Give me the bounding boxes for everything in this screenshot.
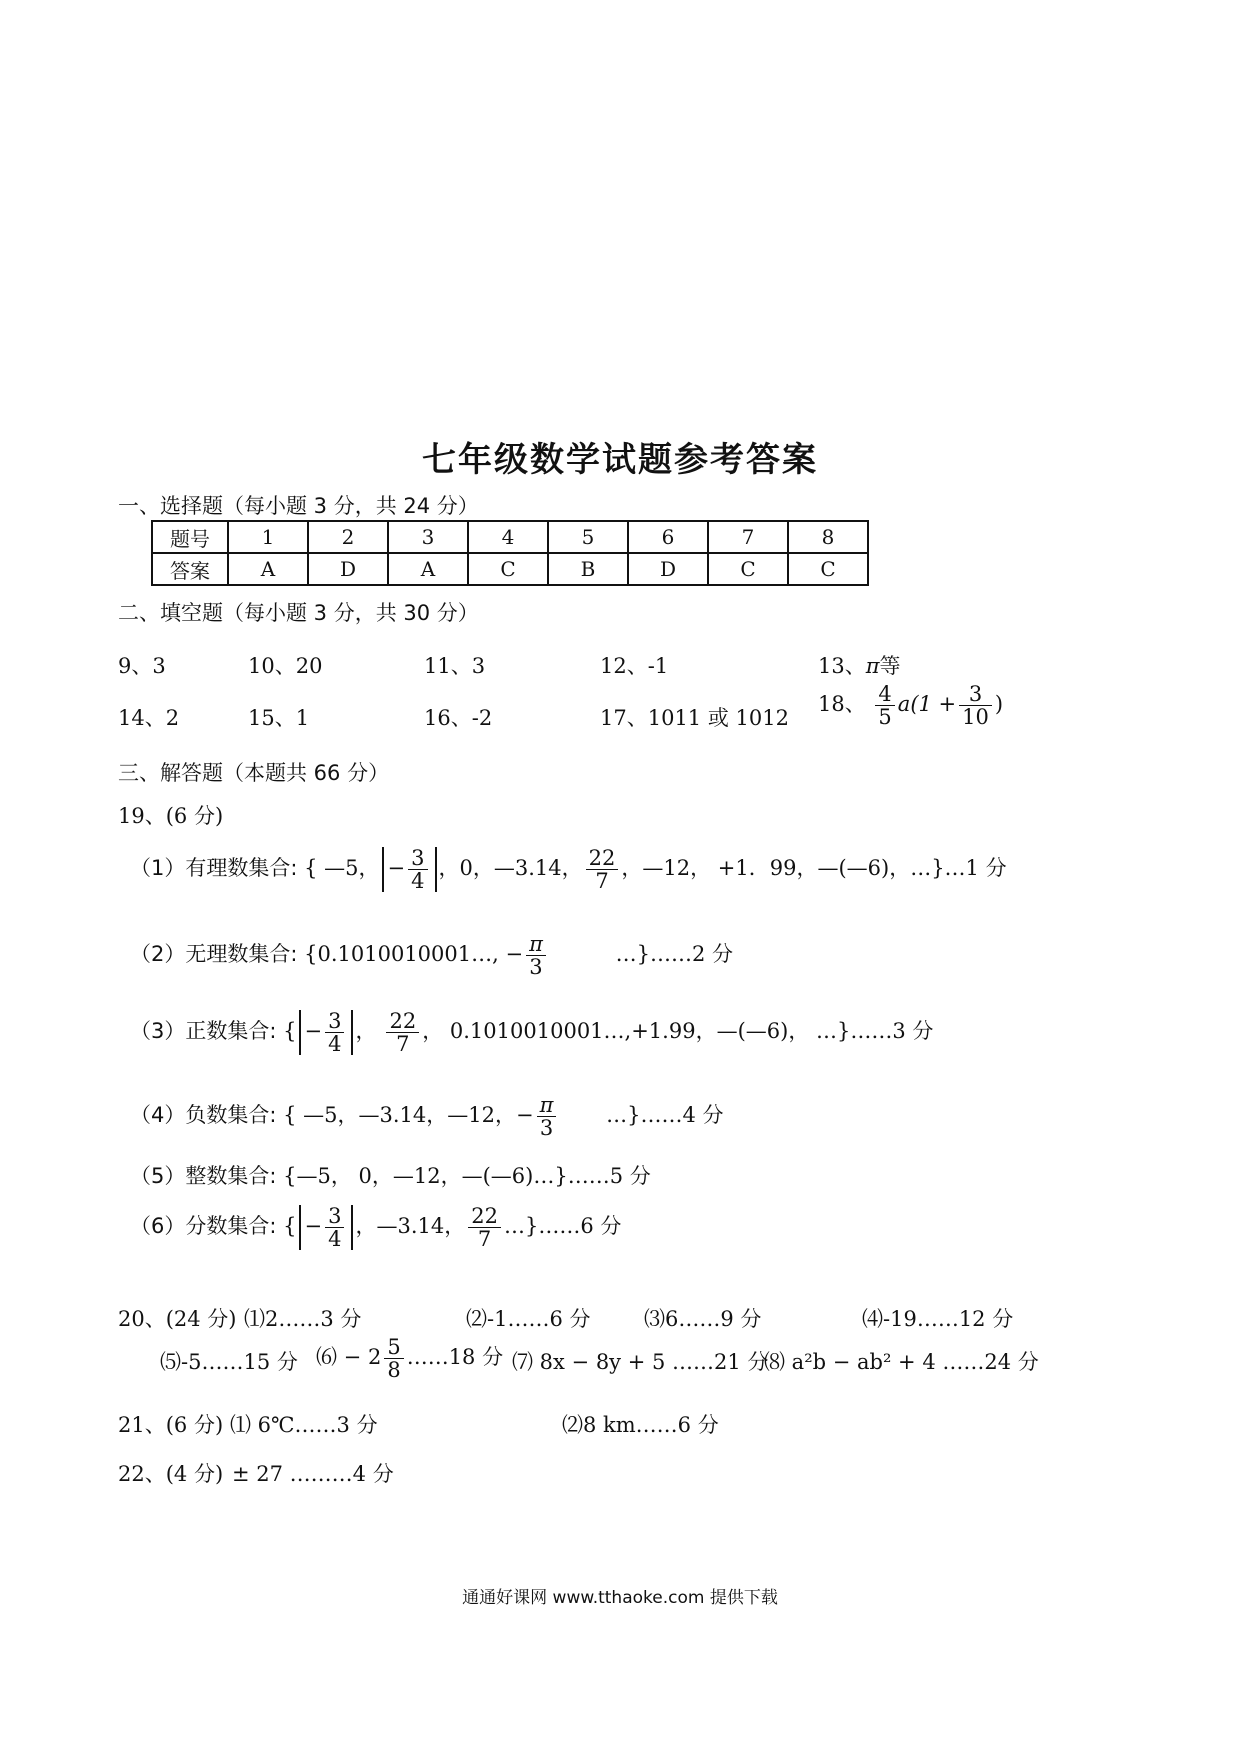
row-header-number: 题号 (152, 521, 228, 553)
fraction: $\frac{3}{10}$ (959, 683, 992, 728)
section3-heading: 三、解答题（本题共 66 分） (118, 761, 390, 785)
fraction: $\frac{22}{7}$ (468, 1205, 501, 1250)
table-cell: 4 (468, 521, 548, 553)
answer-q11: 11、3 (424, 654, 486, 678)
table-cell: D (308, 553, 388, 585)
table-cell: C (468, 553, 548, 585)
q20-part4: ⑷-19……12 分 (862, 1307, 1014, 1331)
q22-title: 22、(4 分) (118, 1462, 224, 1486)
table-cell: 3 (388, 521, 468, 553)
answer-q10: 10、20 (248, 654, 323, 678)
table-cell: 7 (708, 521, 788, 553)
q18-close: ) (994, 692, 1004, 717)
table-cell: 2 (308, 521, 388, 553)
fraction: $\frac{4}{5}$ (875, 683, 894, 728)
table-cell: 6 (628, 521, 708, 553)
answer-q15: 15、1 (248, 706, 310, 730)
answer-table (151, 520, 869, 586)
answer-q17: 17、1011 或 1012 (600, 706, 789, 730)
q19-part3: （3）正数集合: { − $\frac{3}{4}$ ， $\frac{22}{7}$ ， 0.1010010001…,+1.99，—(—6)， …}……3 分 (130, 1009, 934, 1057)
answer-q9: 9、3 (118, 654, 166, 678)
answer-q13 (818, 650, 901, 680)
table-row-answers (152, 553, 868, 585)
fraction: $\frac{22}{7}$ (386, 1010, 419, 1055)
q13-suffix: 等 (879, 654, 901, 678)
q21-part1: ⑴ 6℃……3 分 (230, 1413, 378, 1437)
table-cell: C (708, 553, 788, 585)
q21-part2: ⑵8 km……6 分 (562, 1413, 719, 1437)
table-cell: 1 (228, 521, 308, 553)
q20-part8: ⑻ a²b − ab² + 4 ……24 分 (764, 1350, 1039, 1374)
table-cell: A (388, 553, 468, 585)
table-cell: 8 (788, 521, 868, 553)
fraction: $\frac{22}{7}$ (586, 847, 619, 892)
q20-part3: ⑶6……9 分 (644, 1307, 762, 1331)
absolute-value: − $\frac{3}{4}$ (299, 1205, 354, 1250)
fraction: $\frac{5}{8}$ (384, 1336, 403, 1381)
q20-part5: ⑸-5……15 分 (160, 1350, 298, 1374)
table-cell: C (788, 553, 868, 585)
q20-part7: ⑺ 8x − 8y + 5 ……21 分 (512, 1350, 769, 1374)
answer-q14: 14、2 (118, 706, 180, 730)
q19-part4: （4）负数集合: { —5，—3.14，—12，− $\frac{\pi}{3}$ …}……4 分 (130, 1093, 724, 1141)
answer-q12: 12、-1 (600, 654, 669, 678)
q18-expression: a(1 + (897, 692, 957, 717)
footer-source: 通通好课网 www.tthaoke.com 提供下载 (462, 1588, 778, 1608)
absolute-value: − $\frac{3}{4}$ (299, 1010, 354, 1055)
section1-heading: 一、选择题（每小题 3 分，共 24 分） (118, 494, 479, 518)
answer-q18 (818, 683, 1003, 728)
q19-part1: （1）有理数集合: { —5， − $\frac{3}{4}$ ，0，—3.14， $\frac{22}{7}$ ，—12， +1．99，—(—6)，…}…1 分 (130, 846, 1007, 894)
page-title: 七年级数学试题参考答案 (422, 440, 818, 480)
answer-q16: 16、-2 (424, 706, 493, 730)
q22-part1: ± 27 ………4 分 (232, 1462, 394, 1486)
table-cell: B (548, 553, 628, 585)
table-cell: A (228, 553, 308, 585)
fraction: $\frac{\pi}{3}$ (526, 933, 546, 978)
q19-part6: （6）分数集合: { − $\frac{3}{4}$ ，—3.14， $\frac{22}{7}$ …}……6 分 (130, 1204, 622, 1252)
q18-prefix: 18、 (818, 692, 866, 717)
q20-part1: ⑴2……3 分 (244, 1307, 362, 1331)
pi-symbol: π (865, 654, 880, 678)
q19-title: 19、(6 分) (118, 804, 224, 828)
absolute-value: − $\frac{3}{4}$ (382, 847, 437, 892)
table-row-numbers (152, 521, 868, 553)
row-header-answer: 答案 (152, 553, 228, 585)
q20-part6: ⑹ − 2 $\frac{5}{8}$ ……18 分 (316, 1335, 504, 1383)
q19-part2: （2）无理数集合: {0.1010010001…, − $\frac{\pi}{3}$ …}……2 分 (130, 932, 733, 980)
q20-title: 20、(24 分) (118, 1307, 237, 1331)
table-cell: 5 (548, 521, 628, 553)
section2-heading: 二、填空题（每小题 3 分，共 30 分） (118, 601, 479, 625)
q20-part2: ⑵-1……6 分 (466, 1307, 591, 1331)
q21-title: 21、(6 分) (118, 1413, 224, 1437)
fraction: $\frac{\pi}{3}$ (537, 1094, 557, 1139)
table-cell: D (628, 553, 708, 585)
q13-prefix: 13、 (818, 654, 866, 678)
q19-part5: （5）整数集合: {—5， 0，—12，—(—6)…}……5 分 (130, 1164, 651, 1188)
